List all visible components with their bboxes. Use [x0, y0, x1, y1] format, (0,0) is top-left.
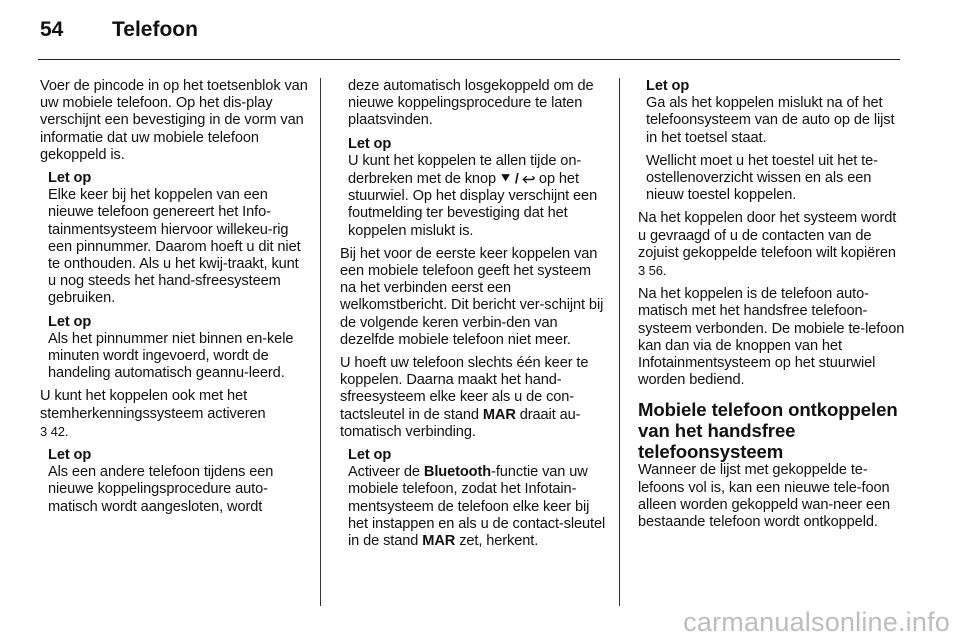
column-1 — [40, 78, 308, 522]
paragraph: Na het koppelen is de telefoon auto-matisch met het handsfree telefoon-systeem verbonden. De mobiele te-lefoon kan dan via de knoppen van het Infotainmentsysteem op het stuurwiel worden bediend. — [638, 286, 905, 389]
key-position-label: MAR — [482, 406, 516, 423]
column-divider-1 — [320, 78, 321, 606]
paragraph-text: U hoeft uw telefoon slechts één keer te koppelen. Daarna maakt het hand-sfreesysteem elke keer als u de con-tactsleutel in de stand — [340, 355, 589, 423]
hangup-back-icon: ⯆ / ↩ — [499, 170, 535, 187]
paragraph-text: draait au-tomatisch verbinding. — [340, 406, 581, 440]
page-reference-link[interactable]: 3 56. — [638, 263, 667, 279]
note-box — [340, 136, 608, 240]
paragraph — [340, 355, 608, 441]
column-divider-2 — [619, 78, 620, 606]
note-continuation — [340, 78, 608, 130]
note-box — [40, 314, 308, 383]
watermark-link[interactable]: carmanualsonline.info — [683, 607, 950, 637]
note-text: Als een andere telefoon tijdens een nieuwe koppelingsprocedure auto-matisch wordt aangesloten, wordt — [48, 464, 274, 515]
note-heading: Let op — [348, 135, 392, 152]
page-number: 54 — [40, 18, 64, 41]
note-text: Wellicht moet u het toestel uit het te-ostellenoverzicht wissen en als een nieuw toestel koppelen. — [646, 152, 878, 204]
note-text — [348, 464, 608, 550]
note-heading: Let op — [348, 447, 392, 464]
paragraph — [638, 210, 906, 280]
note-text: Ga als het koppelen mislukt na of het telefoonsysteem van de auto op de lijst in het toetsel staat. — [646, 95, 895, 146]
note-text — [348, 153, 608, 240]
note-heading: Let op — [646, 78, 690, 94]
note-text-part: -functie van uw mobiele telefoon, zodat het Infotain-mentsysteem de telefoon elke keer bij het instappen en als u de contact-sleutel in de stand — [348, 464, 606, 550]
page-reference-link[interactable]: 3 42. — [40, 423, 69, 439]
header-rule — [38, 59, 900, 60]
paragraph — [40, 388, 308, 441]
note-box — [40, 447, 308, 516]
note-text: deze automatisch losgekoppeld om de nieuwe koppelingsprocedure te laten plaatsvinden. — [348, 78, 594, 129]
note-heading: Let op — [48, 170, 92, 187]
column-2 — [340, 78, 608, 556]
note-text-part: U kunt het koppelen te allen tijde on-derbreken met de knop — [348, 152, 582, 188]
paragraph-text: U kunt het koppelen ook met het stemherkenningssysteem activeren — [40, 388, 266, 422]
note-box — [340, 447, 608, 550]
note-text-part: op het stuurwiel. Op het display verschijnt een foutmelding ter bevestiging dat het koppelen mislukt is. — [348, 171, 598, 239]
paragraph: Wanneer de lijst met gekoppelde te-lefoons vol is, kan een nieuwe tele-foon alleen worden gekoppeld wan-neer een bestaande telefoon wordt ontkoppeld. — [638, 462, 890, 531]
note-box — [40, 170, 308, 308]
page-header — [40, 18, 198, 48]
note-heading: Let op — [48, 447, 92, 464]
page-title: Telefoon — [112, 18, 198, 41]
note-text: Elke keer bij het koppelen van een nieuwe telefoon genereert het Info-tainmentsysteem hiervoor willekeu-rig een pinnummer. Daarom hoeft u dit niet te onthouden. Als u het kwij-traakt, kunt u nog steeds het hand-sfreesysteem gebruiken. — [48, 187, 301, 307]
paragraph: Bij het voor de eerste keer koppelen van een mobiele telefoon geeft het systeem na het verbinden eerst een welkomstbericht. Dit bericht ver-schijnt bij de volgende keren verbin-den van dezelfde mobiele telefoon niet meer. — [340, 245, 604, 348]
column-3 — [638, 78, 906, 537]
key-position-label: MAR — [422, 533, 456, 550]
note-text: Als het pinnummer niet binnen en-kele minuten wordt ingevoerd, wordt de handeling automatisch geannu-leerd. — [48, 330, 294, 382]
note-box — [638, 78, 906, 204]
paragraph: Voer de pincode in op het toetsenblok van uw mobiele telefoon. Op het dis-play verschijnt een bevestiging in de vorm van informatie dat uw mobiele telefoon gekoppeld is. — [40, 78, 308, 163]
bluetooth-label: Bluetooth — [423, 464, 492, 481]
note-text-part: zet, herkent. — [459, 533, 539, 550]
section-heading: Mobiele telefoon ontkoppelen van het handsfree telefoonsysteem — [638, 399, 898, 463]
note-text-part: Activeer de — [348, 464, 420, 481]
note-heading: Let op — [48, 313, 92, 330]
paragraph-text: Na het koppelen door het systeem wordt u gevraagd of u de contacten van de zojuist gekoppelde telefoon wilt kopiëren — [638, 210, 897, 261]
